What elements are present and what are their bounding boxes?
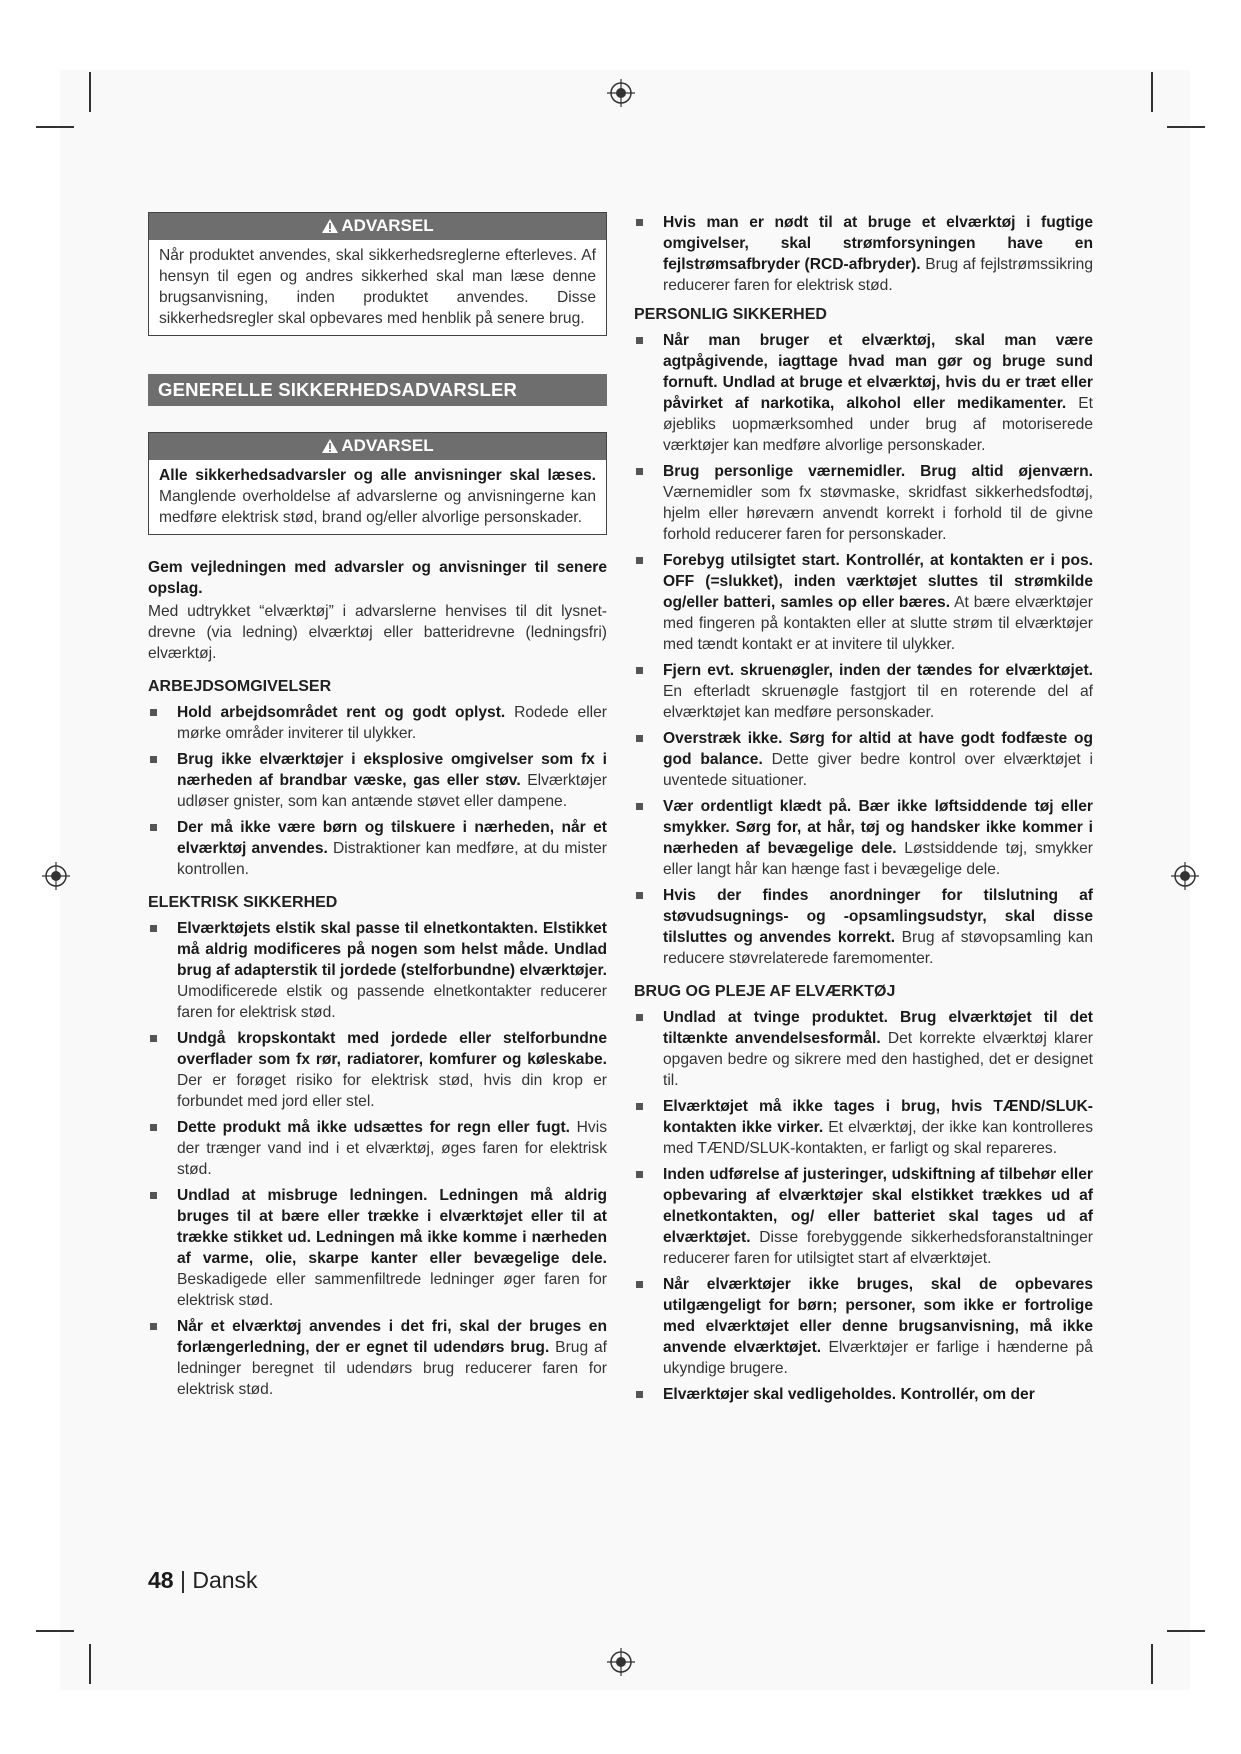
intro-text: Med udtrykket “elværktøj” i advarslerne henvises til dit lysnet-drevne (via ledning) elværktøj eller batteridrevne (ledningsfri) elværktøj. bbox=[148, 603, 607, 662]
list-item: Undlad at misbruge ledningen. Ledningen må aldrig bruges til at bære eller trække i elværktøjet eller til at trække stikket ud. Ledningen må ikke komme i nærheden af varme, olie, skarpe kanter eller bevægelige dele. Beskadigede eller sammenfiltrede ledninger øger faren for elektrisk stød. bbox=[148, 1185, 607, 1311]
page-footer bbox=[148, 1567, 258, 1594]
list-item: Dette produkt må ikke udsættes for regn eller fugt. Hvis der trænger vand ind i et elværktøj, øges faren for elektrisk stød. bbox=[148, 1117, 607, 1180]
section-title: GENERELLE SIKKERHEDSADVARSLER bbox=[148, 374, 607, 406]
registration-mark-icon bbox=[1170, 861, 1200, 891]
list-item: Elværktøjet må ikke tages i brug, hvis TÆND/SLUK-kontakten ikke virker. Et elværktøj, der ikke kan kontrolleres med TÆND/SLUK-kontakten, er farligt og skal repareres. bbox=[634, 1096, 1093, 1159]
warning-bold-text: Alle sikkerhedsadvarsler og alle anvisninger skal læses. bbox=[159, 467, 596, 484]
warning-text bbox=[149, 460, 606, 534]
list-item: Hold arbejdsområdet rent og godt oplyst. Rodede eller mørke områder inviterer til ulykker. bbox=[148, 702, 607, 744]
personal-list bbox=[634, 330, 1093, 969]
crop-mark bbox=[89, 72, 91, 112]
electrical-list bbox=[148, 918, 607, 1400]
list-item: Hvis man er nødt til at bruge et elværktøj i fugtige omgivelser, skal strømforsyningen have en fejlstrømsafbryder (RCD-afbryder). Brug af fejlstrømssikring reducerer faren for elektrisk stød. bbox=[634, 212, 1093, 296]
care-list bbox=[634, 1007, 1093, 1405]
list-item: Elværktøjets elstik skal passe til elnetkontakten. Elstikket må aldrig modificeres på nogen som helst måde. Undlad brug af adapterstik til jordede (stelforbundne) elværktøjer. Umodificerede elstik og passende elnetkontakter reducerer faren for elektrisk stød. bbox=[148, 918, 607, 1023]
right-column bbox=[634, 212, 1093, 1410]
list-item: Overstræk ikke. Sørg for altid at have godt fodfæste og god balance. Dette giver bedre kontrol over elværktøjet i uventede situationer. bbox=[634, 728, 1093, 791]
warning-box bbox=[148, 432, 607, 535]
list-item: Når elværktøjer ikke bruges, skal de opbevares utilgængeligt for børn; personer, som ikke er fortrolige med elværktøjet eller denne brugsanvisning, må ikke anvende elværktøjet. Elværktøjer er farlige i hænderne på ukyndige brugere. bbox=[634, 1274, 1093, 1379]
intro-bold: Gem vejledningen med advarsler og anvisninger til senere opslag. bbox=[148, 559, 607, 597]
crop-mark bbox=[36, 1630, 74, 1632]
page-number: 48 bbox=[148, 1567, 174, 1593]
crop-mark bbox=[89, 1644, 91, 1684]
crop-mark bbox=[1151, 1644, 1153, 1684]
warning-text: Når produktet anvendes, skal sikkerhedsreglerne efterleves. Af hensyn til egen og andres sikkerhed skal man læse denne brugsanvisning, inden produktet anvendes. Disse sikkerhedsregler skal opbevares med henblik på senere brug. bbox=[159, 247, 596, 327]
list-item: Brug ikke elværktøjer i eksplosive omgivelser som fx i nærheden af brandbar væske, gas eller støv. Elværktøjer udløser gnister, som kan antænde støvet eller dampene. bbox=[148, 749, 607, 812]
warning-triangle-icon bbox=[321, 438, 339, 454]
warning-triangle-icon bbox=[321, 218, 339, 234]
heading-work-area: ARBEJDSOMGIVELSER bbox=[148, 678, 332, 695]
heading-personal: PERSONLIG SIKKERHED bbox=[634, 306, 827, 323]
list-item: Undlad at tvinge produktet. Brug elværktøjet til det tiltænkte anvendelsesformål. Det korrekte elværktøj klarer opgaven bedre og sikrere med den hastighed, det er designet til. bbox=[634, 1007, 1093, 1091]
heading-care: BRUG OG PLEJE AF ELVÆRKTØJ bbox=[634, 983, 896, 1000]
warning-body-text: Manglende overholdelse af advarslerne og anvisningerne kan medføre elektrisk stød, brand og/eller alvorlige personskader. bbox=[159, 488, 596, 526]
footer-separator: | bbox=[179, 1567, 186, 1593]
crop-mark bbox=[36, 126, 74, 128]
work-area-list bbox=[148, 702, 607, 880]
list-item: Forebyg utilsigtet start. Kontrollér, at kontakten er i pos. OFF (=slukket), inden værktøjet sluttes til strømkilde og/eller batteri, samles op eller bæres. At bære elværktøjer med fingeren på kontakten eller at slutte strøm til elværktøjer med tændt kontakt er at invitere til ulykker. bbox=[634, 550, 1093, 655]
electrical-list-continued bbox=[634, 212, 1093, 296]
crop-mark bbox=[1167, 1630, 1205, 1632]
registration-mark-icon bbox=[606, 1647, 636, 1677]
list-item: Brug personlige værnemidler. Brug altid øjenværn. Værnemidler som fx støvmaske, skridfast sikkerhedsfodtøj, hjelm eller høreværn anvendt korrekt i forhold til de givne forhold reducerer faren for personskader. bbox=[634, 461, 1093, 545]
list-item: Vær ordentligt klædt på. Bær ikke løftsiddende tøj eller smykker. Sørg for, at hår, tøj og handsker ikke kommer i nærheden af bevægelige dele. Løstsiddende tøj, smykker eller langt hår kan hænge fast i bevægelige dele. bbox=[634, 796, 1093, 880]
heading-electrical: ELEKTRISK SIKKERHED bbox=[148, 894, 338, 911]
list-item: Hvis der findes anordninger for tilslutning af støvudsugnings- og -opsamlingsudstyr, skal disse tilsluttes og anvendes korrekt. Brug af støvopsamling kan reducere støvrelaterede faremomenter. bbox=[634, 885, 1093, 969]
registration-mark-icon bbox=[606, 78, 636, 108]
list-item: Undgå kropskontakt med jordede eller stelforbundne overflader som fx rør, radiatorer, komfurer og køleskabe. Der er forøget risiko for elektrisk stød, hvis din krop er forbundet med jord eller stel. bbox=[148, 1028, 607, 1112]
warning-title: ADVARSEL bbox=[341, 436, 434, 455]
warning-title: ADVARSEL bbox=[341, 216, 434, 235]
list-item: Når man bruger et elværktøj, skal man være agtpågivende, iagttage hvad man gør og bruge sund fornuft. Undlad at bruge et elværktøj, hvis du er træt eller påvirket af narkotika, alkohol eller medikamenter. Et øjebliks uopmærksomhed under brug af motoriserede værktøjer kan medføre alvorlige personskader. bbox=[634, 330, 1093, 456]
list-item: Inden udførelse af justeringer, udskiftning af tilbehør eller opbevaring af elværktøjer skal elstikket trækkes ud af elnetkontakten, og/ eller batteriet skal tages ud af elværktøjet. Disse forebyggende sikkerhedsforanstaltninger reducerer faren for utilsigtet start af elværktøjet. bbox=[634, 1164, 1093, 1269]
warning-header bbox=[149, 433, 606, 460]
crop-mark bbox=[1167, 126, 1205, 128]
left-column bbox=[148, 212, 607, 1405]
list-item: Elværktøjer skal vedligeholdes. Kontrollér, om der bbox=[634, 1384, 1093, 1405]
list-item: Fjern evt. skruenøgler, inden der tændes for elværktøjet. En efterladt skruenøgle fastgjort til en roterende del af elværktøjet kan medføre personskader. bbox=[634, 660, 1093, 723]
registration-mark-icon bbox=[41, 861, 71, 891]
list-item: Der må ikke være børn og tilskuere i nærheden, når et elværktøj anvendes. Distraktioner kan medføre, at du mister kontrollen. bbox=[148, 817, 607, 880]
warning-box bbox=[148, 212, 607, 336]
crop-mark bbox=[1151, 72, 1153, 112]
list-item: Når et elværktøj anvendes i det fri, skal der bruges en forlængerledning, der er egnet til udendørs brug. Brug af ledninger beregnet til udendørs brug reducerer faren for elektrisk stød. bbox=[148, 1316, 607, 1400]
footer-language: Dansk bbox=[192, 1567, 258, 1593]
warning-header bbox=[149, 213, 606, 240]
